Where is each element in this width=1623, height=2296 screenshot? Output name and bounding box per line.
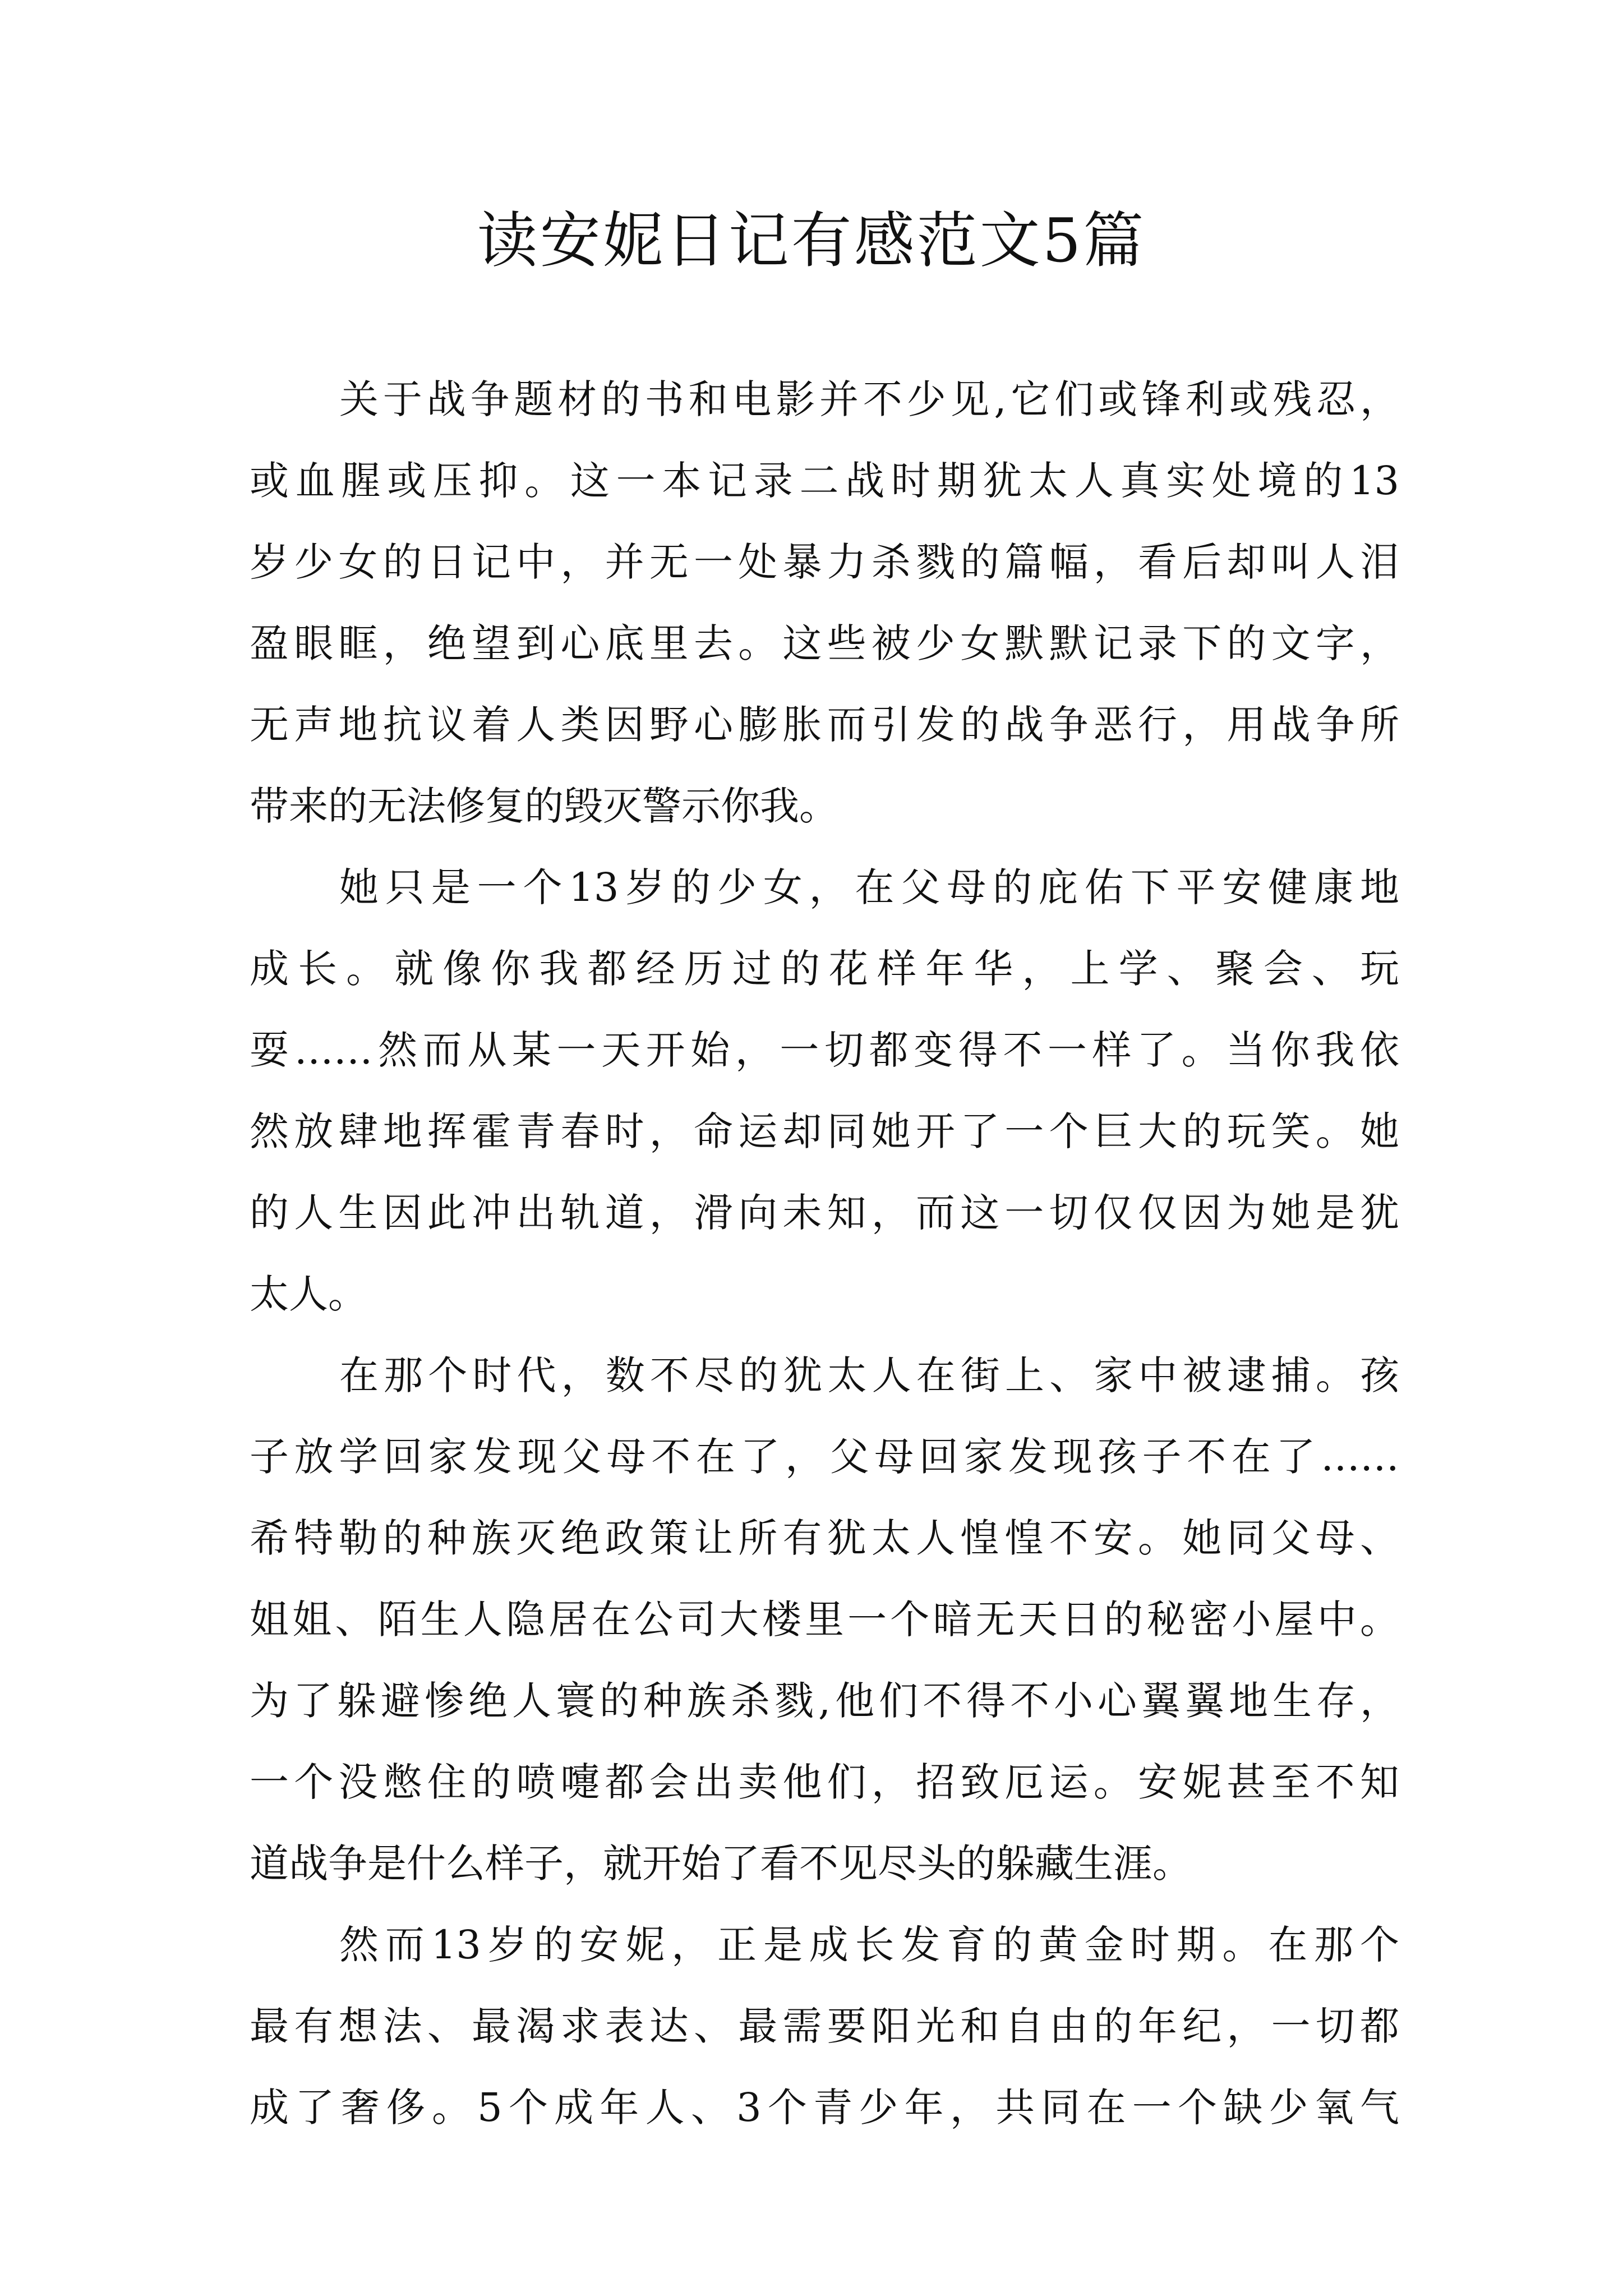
- paragraph-line: 然放肆地挥霍青春时，命运却同她开了一个巨大的玩笑。她: [250, 1108, 1399, 1154]
- paragraph-line: 耍……然而从某一天开始，一切都变得不一样了。当你我依: [250, 1027, 1399, 1073]
- document-title: 读安妮日记有感范文5篇: [477, 206, 1146, 276]
- paragraph-line: 的人生因此冲出轨道，滑向未知，而这一切仅仅因为她是犹: [250, 1190, 1399, 1236]
- paragraph-line: 岁少女的日记中，并无一处暴力杀戮的篇幅，看后却叫人泪: [250, 539, 1399, 585]
- paragraph-line: 一个没憋住的喷嚏都会出卖他们，招致厄运。安妮甚至不知: [250, 1759, 1399, 1805]
- paragraph-line: 为了躲避惨绝人寰的种族杀戮,他们不得不小心翼翼地生存，: [250, 1678, 1399, 1724]
- paragraph-line: 希特勒的种族灭绝政策让所有犹太人惶惶不安。她同父母、: [250, 1515, 1399, 1561]
- paragraph-line: 成了奢侈。5个成年人、3个青少年，共同在一个缺少氧气: [250, 2085, 1399, 2131]
- paragraph-line: 子放学回家发现父母不在了，父母回家发现孩子不在了……: [250, 1434, 1399, 1480]
- paragraph-line: 在那个时代，数不尽的犹太人在街上、家中被逮捕。孩: [339, 1352, 1399, 1398]
- paragraph-line: 道战争是什么样子，就开始了看不见尽头的躲藏生涯。: [250, 1841, 1192, 1887]
- paragraph-line: 她只是一个13岁的少女，在父母的庇佑下平安健康地: [339, 864, 1399, 910]
- document-body: [250, 359, 1399, 2148]
- paragraph-line: 盈眼眶，绝望到心底里去。这些被少女默默记录下的文字，: [250, 620, 1399, 666]
- paragraph-line: 或血腥或压抑。这一本记录二战时期犹太人真实处境的13: [250, 458, 1399, 504]
- paragraph-line: 成长。就像你我都经历过的花样年华，上学、聚会、玩: [250, 946, 1399, 992]
- paragraph-line: 无声地抗议着人类因野心膨胀而引发的战争恶行，用战争所: [250, 702, 1399, 748]
- paragraph-line: 太人。: [250, 1271, 367, 1317]
- paragraph-line: 带来的无法修复的毁灭警示你我。: [250, 783, 838, 829]
- paragraph-line: 然而13岁的安妮，正是成长发育的黄金时期。在那个: [339, 1922, 1399, 1968]
- paragraph-line: 关于战争题材的书和电影并不少见,它们或锋利或残忍，: [339, 376, 1399, 422]
- paragraph-line: 最有想法、最渴求表达、最需要阳光和自由的年纪，一切都: [250, 2003, 1399, 2049]
- paragraph-line: 姐姐、陌生人隐居在公司大楼里一个暗无天日的秘密小屋中。: [250, 1596, 1399, 1642]
